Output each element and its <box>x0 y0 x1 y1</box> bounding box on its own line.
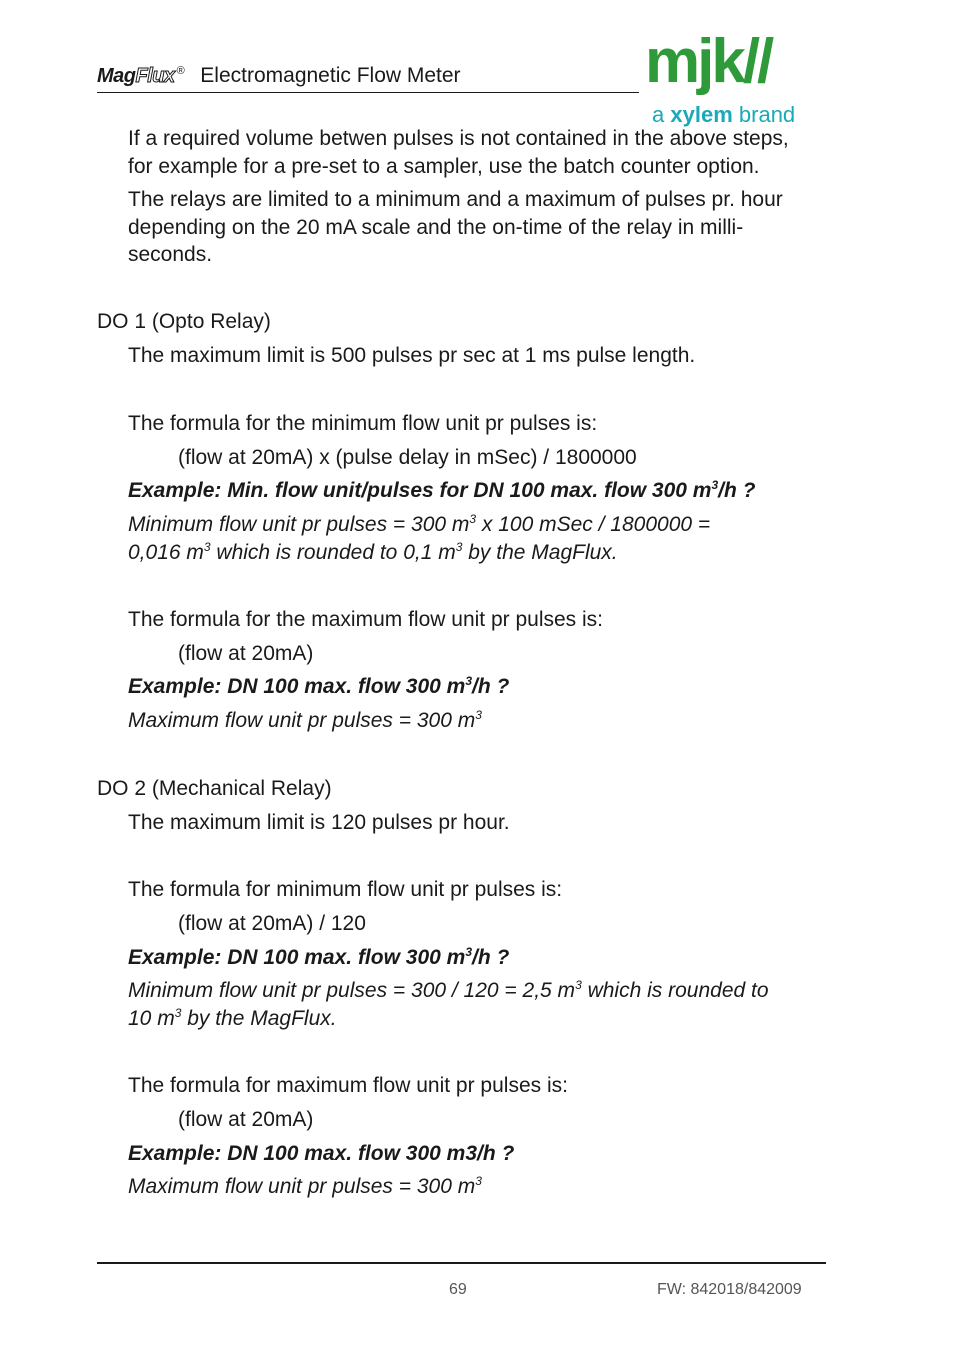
do2-heading: DO 2 (Mechanical Relay) <box>97 777 332 800</box>
do1-heading: DO 1 (Opto Relay) <box>97 310 271 333</box>
do1-max-example: Example: DN 100 max. flow 300 $m^3/h$ ? <box>128 674 510 698</box>
brand-registered-mark: ® <box>176 65 185 78</box>
intro-paragraph-1 <box>128 125 789 180</box>
brand-mag: Mag <box>97 65 136 87</box>
tagline-brand: brand <box>738 102 796 127</box>
text-line: Minimum flow unit pr pulses = 300 / 120 = 2,5 $m^3$ which is rounded to <box>128 978 769 1002</box>
do2-max-intro: The formula for maximum flow unit pr pulses is: <box>128 1074 568 1097</box>
text-line: Minimum flow unit pr pulses = 300 $m^3$ x 100 mSec / 1800000 = <box>128 512 711 536</box>
mjk-logo-text: mjk// <box>645 32 772 96</box>
do2-min-intro: The formula for minimum flow unit pr pulses is: <box>128 878 563 901</box>
do2-limit: The maximum limit is 120 pulses pr hour. <box>128 811 510 834</box>
page-number: 69 <box>449 1281 467 1298</box>
do2-max-formula: (flow at 20mA) <box>178 1108 314 1131</box>
brand-flux: Flux <box>135 65 175 87</box>
footer-rule <box>97 1262 826 1264</box>
do2-min-result <box>128 977 769 1032</box>
do1-max-result: Maximum flow unit pr pulses = 300 $m^3$ <box>128 708 482 732</box>
text-line: for example for a pre-set to a sampler, use the batch counter option. <box>128 154 760 178</box>
text-line: The relays are limited to a minimum and a maximum of pulses pr. hour <box>128 188 783 211</box>
do2-min-formula: (flow at 20mA) / 120 <box>178 912 366 935</box>
do1-limit: The maximum limit is 500 pulses pr sec at 1 ms pulse length. <box>128 344 696 367</box>
firmware-label: FW: 842018/842009 <box>657 1281 802 1298</box>
text-line: seconds. <box>128 243 213 266</box>
do2-max-example: Example: DN 100 max. flow 300 m3/h ? <box>128 1142 515 1165</box>
do1-min-result <box>128 511 710 566</box>
tagline-xylem: xylem <box>670 102 733 127</box>
do2-min-example: Example: DN 100 max. flow 300 $m^3/h$ ? <box>128 945 510 969</box>
do1-min-formula: (flow at 20mA) x (pulse delay in mSec) / 1800000 <box>178 446 637 469</box>
intro-paragraph-2 <box>128 186 783 269</box>
header-brand <box>97 64 461 88</box>
text-line: 10 $m^3$ by the MagFlux. <box>128 1005 337 1030</box>
do1-min-example: Example: Min. flow unit/pulses for DN 100 max. flow 300 $m^3/h$ ? <box>128 478 756 502</box>
text-line: depending on the 20 mA scale and the on-time of the relay in milli- <box>128 215 744 239</box>
do1-max-formula: (flow at 20mA) <box>178 642 314 665</box>
do1-max-intro: The formula for the maximum flow unit pr pulses is: <box>128 608 604 631</box>
text-line: 0,016 $m^3$ which is rounded to 0,1 $m^3$ by the MagFlux. <box>128 539 618 564</box>
page-header-title: Electromagnetic Flow Meter <box>200 64 461 87</box>
do2-max-result: Maximum flow unit pr pulses = 300 $m^3$ <box>128 1174 482 1198</box>
text-line: If a required volume betwen pulses is not contained in the above steps, <box>128 127 789 150</box>
tagline-a: a <box>652 102 665 127</box>
do1-min-intro: The formula for the minimum flow unit pr pulses is: <box>128 412 598 435</box>
header-rule <box>97 92 639 93</box>
